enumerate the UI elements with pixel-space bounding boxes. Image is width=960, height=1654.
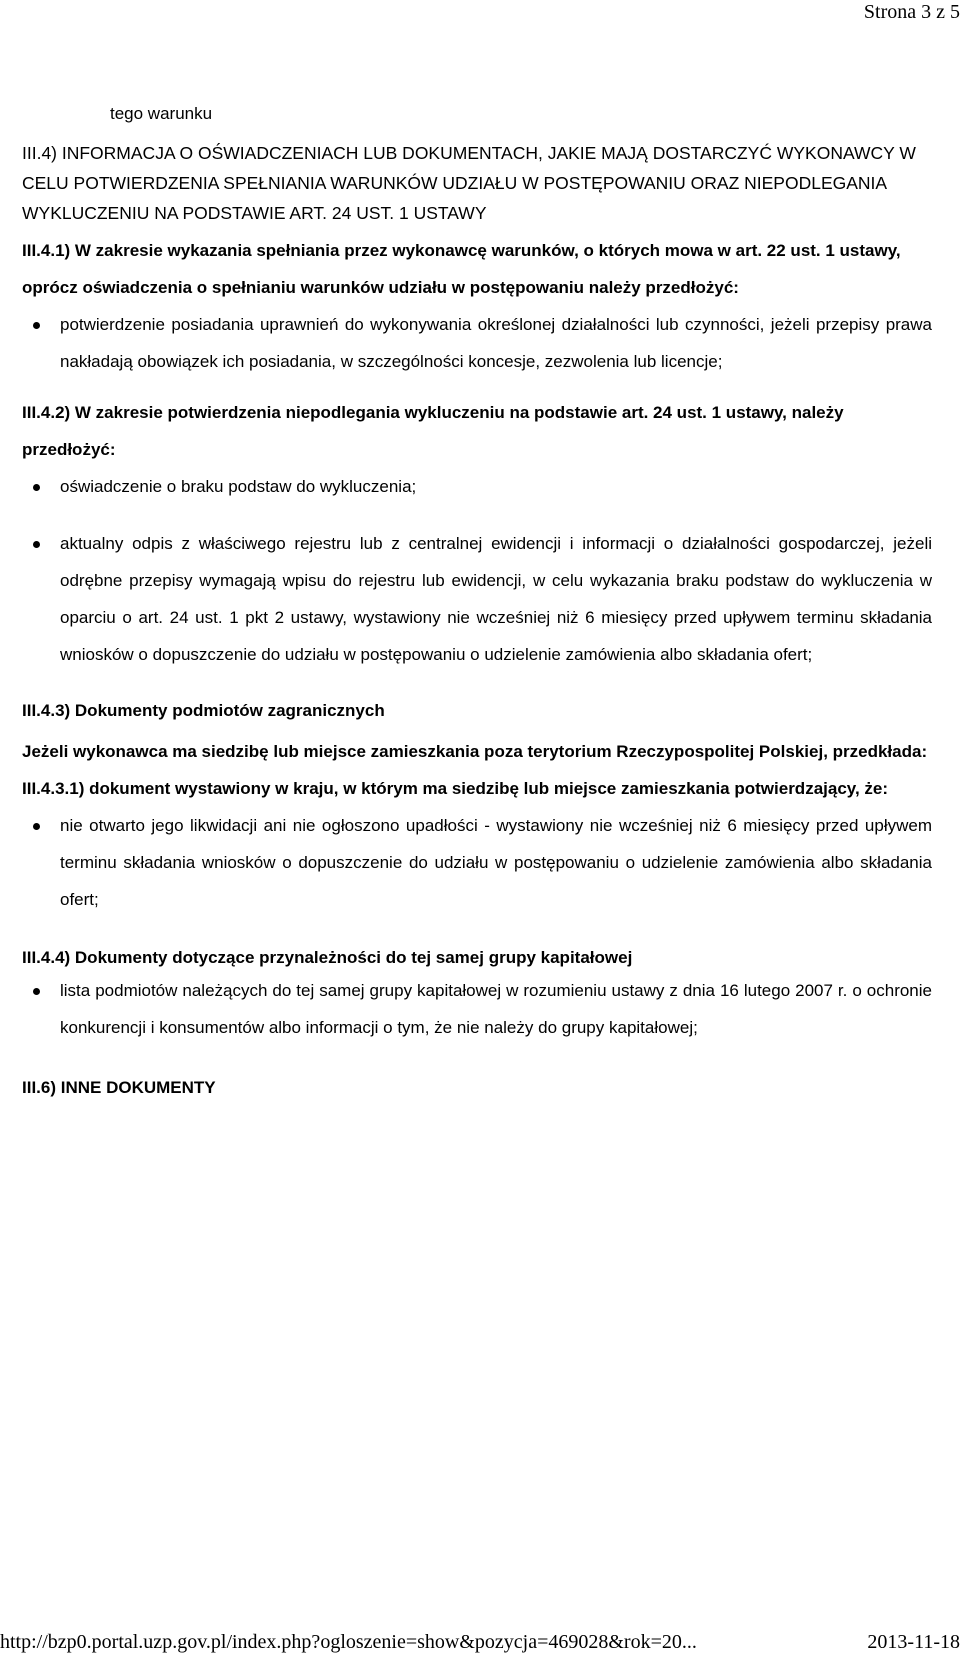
section-III431-heading: III.4.3.1) dokument wystawiony w kraju, w którym ma siedzibę lub miejsce zamieszkania potwierdzający, że:	[22, 779, 889, 798]
list-III42	[22, 468, 932, 673]
section-III43-heading: III.4.3) Dokumenty podmiotów zagranicznych	[22, 701, 385, 720]
foreign-entities-intro: Jeżeli wykonawca ma siedzibę lub miejsce zamieszkania poza terytorium Rzeczypospolitej Polskiej, przedkłada:	[22, 742, 928, 761]
list-III44	[22, 972, 932, 1046]
list-item: nie otwarto jego likwidacji ani nie ogłoszono upadłości - wystawiony nie wcześniej niż 6 miesięcy przed upływem terminu składania wniosków o dopuszczenie do udziału w postępowaniu o udzielenie zamówienia albo składania ofert;	[22, 807, 932, 918]
document-body	[22, 100, 932, 1102]
section-III6-heading: III.6) INNE DOKUMENTY	[22, 1078, 216, 1097]
section-III4-heading: III.4) INFORMACJA O OŚWIADCZENIACH LUB DOKUMENTACH, JAKIE MAJĄ DOSTARCZYĆ WYKONAWCY W CELU POTWIERDZENIA SPEŁNIANIA WARUNKÓW UDZIAŁU W POSTĘPOWANIU ORAZ NIEPODLEGANIA WYKLUCZENIU NA PODSTAWIE ART. 24 UST. 1 USTAWY	[22, 143, 916, 223]
continuation-text: tego warunku	[110, 104, 213, 123]
list-item: potwierdzenie posiadania uprawnień do wykonywania określonej działalności lub czynności, jeżeli przepisy prawa nakładają obowiązek ich posiadania, w szczególności koncesje, zezwolenia lub licencje;	[22, 306, 932, 380]
list-item: oświadczenie o braku podstaw do wykluczenia;	[22, 468, 932, 505]
list-item: aktualny odpis z właściwego rejestru lub z centralnej ewidencji i informacji o działalności gospodarczej, jeżeli odrębne przepisy wymagają wpisu do rejestru lub ewidencji, w celu wykazania braku podstaw do wykluczenia w oparciu o art. 24 ust. 1 pkt 2 ustawy, wystawiony nie wcześniej niż 6 miesięcy przed upływem terminu składania wniosków o dopuszczenie do udziału w postępowaniu o udzielenie zamówienia albo składania ofert;	[22, 525, 932, 673]
source-url[interactable]: http://bzp0.portal.uzp.gov.pl/index.php?ogloszenie=show&pozycja=469028&rok=20...	[0, 1631, 697, 1653]
page-number: Strona 3 z 5	[863, 1, 960, 23]
list-item: lista podmiotów należących do tej samej grupy kapitałowej w rozumieniu ustawy z dnia 16 lutego 2007 r. o ochronie konkurencji i konsumentów albo informacji o tym, że nie należy do grupy kapitałowej;	[22, 972, 932, 1046]
section-III42-heading: III.4.2) W zakresie potwierdzenia niepodlegania wykluczeniu na podstawie art. 24 ust. 1 ustawy, należy przedłożyć:	[22, 403, 844, 459]
section-III41-heading: III.4.1) W zakresie wykazania spełniania przez wykonawcę warunków, o których mowa w art. 22 ust. 1 ustawy, oprócz oświadczenia o spełnianiu warunków udziału w postępowaniu należy przedłożyć:	[22, 241, 901, 297]
list-III431	[22, 807, 932, 918]
print-date: 2013-11-18	[867, 1631, 960, 1653]
section-III44-heading: III.4.4) Dokumenty dotyczące przynależności do tej samej grupy kapitałowej	[22, 948, 633, 967]
list-III41	[22, 306, 932, 380]
page-footer	[0, 1630, 960, 1654]
